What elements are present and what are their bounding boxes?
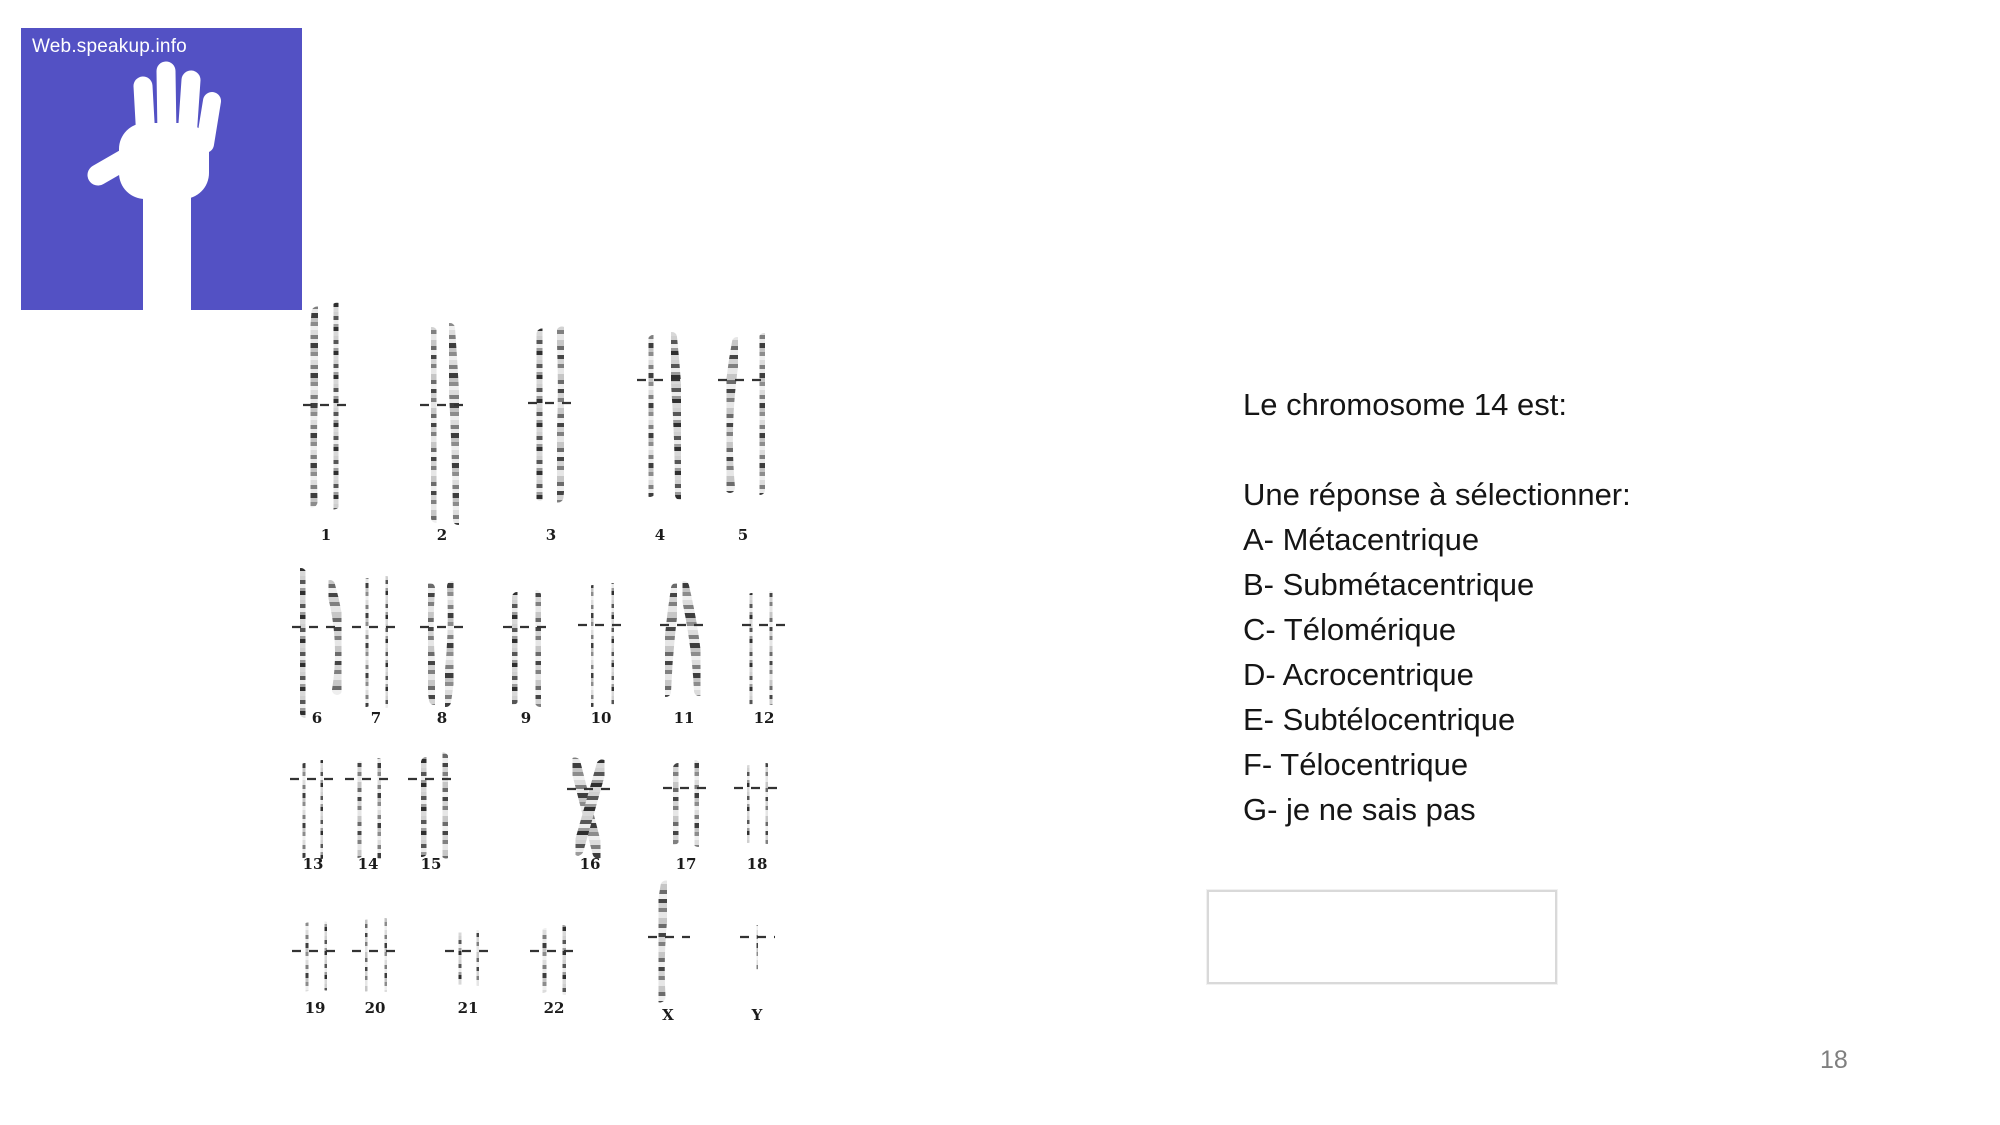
chromosome-strand bbox=[537, 334, 542, 495]
chromosome-group-21 bbox=[445, 935, 492, 1017]
chromosome-label-22: 22 bbox=[543, 999, 565, 1017]
chromosome-strand bbox=[612, 588, 614, 700]
chromosome-group-12 bbox=[742, 596, 790, 727]
badge-brand-text: Web.speakup.info bbox=[32, 36, 187, 57]
chromosome-strand bbox=[446, 586, 453, 702]
chromosome-group-18 bbox=[734, 768, 782, 873]
chromosome-strand bbox=[674, 768, 678, 840]
chromosome-group-5 bbox=[718, 338, 768, 544]
chromosome-label-2: 2 bbox=[436, 526, 448, 544]
question-option-a: A- Métacentrique bbox=[1243, 522, 1480, 557]
chromosome-strand bbox=[325, 927, 327, 985]
chromosome-group-16 bbox=[567, 763, 614, 873]
speakup-badge bbox=[21, 28, 302, 310]
chromosome-strand bbox=[766, 768, 768, 839]
chromosome-group-22 bbox=[530, 930, 578, 1017]
chromosome-strand bbox=[672, 337, 680, 495]
chromosome-strand bbox=[757, 929, 758, 966]
chromosome-strand bbox=[477, 935, 479, 981]
chromosome-group-7 bbox=[352, 581, 400, 727]
chromosome-label-9: 9 bbox=[520, 709, 532, 727]
chromosome-label-7: 7 bbox=[370, 709, 382, 727]
chromosome-strand bbox=[422, 762, 426, 852]
chromosome-strand bbox=[760, 338, 764, 490]
chromosome-group-4 bbox=[637, 337, 685, 544]
chromosome-label-8: 8 bbox=[436, 709, 448, 727]
chromosome-group-2 bbox=[420, 328, 468, 544]
chromosome-strand bbox=[450, 328, 458, 520]
question-option-b: B- Submétacentrique bbox=[1243, 567, 1535, 602]
chromosome-strand bbox=[386, 581, 388, 703]
chromosome-group-9 bbox=[503, 595, 550, 727]
chromosome-strand bbox=[459, 937, 461, 980]
chromosome-label-12: 12 bbox=[753, 709, 775, 727]
question-option-e: E- Subtélocentrique bbox=[1243, 702, 1516, 737]
raised-hand-icon bbox=[21, 28, 302, 310]
chromosome-strand bbox=[365, 925, 367, 986]
chromosome-strand bbox=[303, 768, 305, 853]
chromosome-group-14 bbox=[345, 763, 392, 873]
chromosome-group-19 bbox=[292, 927, 340, 1017]
chromosome-strand bbox=[591, 590, 593, 702]
chromosome-label-Y: Y bbox=[751, 1006, 763, 1024]
chromosome-group-8 bbox=[420, 586, 468, 727]
chromosome-strand bbox=[385, 924, 387, 986]
chromosome-strand bbox=[366, 583, 368, 702]
question-spacer bbox=[1243, 427, 1631, 472]
chromosome-strand bbox=[747, 770, 749, 838]
question-instruction: Une réponse à sélectionner: bbox=[1243, 477, 1631, 512]
chromosome-label-6: 6 bbox=[311, 709, 323, 727]
chromosome-label-10: 10 bbox=[590, 709, 612, 727]
chromosome-strand bbox=[684, 586, 699, 691]
chromosome-strand bbox=[306, 928, 308, 986]
chromosome-strand bbox=[536, 595, 540, 702]
chromosome-strand bbox=[750, 598, 752, 700]
chromosome-strand bbox=[770, 596, 772, 700]
question-block bbox=[1243, 382, 1631, 832]
chromosome-strand bbox=[543, 933, 546, 988]
chromosome-strand bbox=[429, 588, 434, 700]
karyotype-figure bbox=[270, 290, 1070, 1070]
chromosome-strand bbox=[443, 758, 447, 853]
chromosome-label-17: 17 bbox=[675, 855, 697, 873]
question-option-f: F- Télocentrique bbox=[1243, 747, 1469, 782]
chromosome-label-4: 4 bbox=[654, 526, 666, 544]
chromosome-label-19: 19 bbox=[304, 999, 326, 1017]
chromosome-strand bbox=[659, 886, 666, 997]
page-number: 18 bbox=[1820, 1046, 1848, 1074]
question-option-d: D- Acrocentrique bbox=[1243, 657, 1474, 692]
chromosome-label-21: 21 bbox=[457, 999, 479, 1017]
chromosome-strand bbox=[311, 312, 317, 502]
chromosome-label-13: 13 bbox=[302, 855, 324, 873]
chromosome-label-5: 5 bbox=[737, 526, 749, 544]
chromosome-strand bbox=[513, 597, 517, 700]
question-option-g: G- je ne sais pas bbox=[1243, 792, 1476, 827]
question-title: Le chromosome 14 est: bbox=[1243, 387, 1567, 422]
chromosome-strand bbox=[358, 766, 361, 853]
chromosome-group-10 bbox=[578, 588, 626, 727]
chromosome-strand bbox=[563, 930, 566, 990]
chromosome-label-15: 15 bbox=[420, 855, 442, 873]
chromosome-label-3: 3 bbox=[545, 526, 557, 544]
chromosome-strand bbox=[695, 765, 698, 842]
chromosome-strand bbox=[649, 340, 653, 492]
chromosome-label-11: 11 bbox=[673, 709, 695, 727]
chromosome-group-15 bbox=[408, 758, 456, 873]
chromosome-label-X: X bbox=[662, 1006, 674, 1024]
chromosome-strand bbox=[432, 332, 437, 518]
answer-box[interactable] bbox=[1207, 890, 1557, 984]
chromosome-group-X bbox=[648, 886, 690, 1024]
chromosome-group-11 bbox=[660, 586, 708, 727]
chromosome-label-1: 1 bbox=[320, 526, 332, 544]
chromosome-label-16: 16 bbox=[579, 855, 601, 873]
chromosome-strand bbox=[301, 573, 305, 713]
chromosome-group-Y bbox=[740, 929, 775, 1024]
chromosome-group-3 bbox=[528, 332, 576, 544]
chromosome-strand bbox=[666, 588, 676, 692]
chromosome-strand bbox=[378, 763, 381, 854]
chromosome-group-13 bbox=[290, 765, 338, 873]
chromosome-label-14: 14 bbox=[357, 855, 379, 873]
chromosome-label-18: 18 bbox=[746, 855, 768, 873]
chromosome-group-6 bbox=[292, 573, 340, 727]
chromosome-strand bbox=[321, 765, 323, 854]
question-option-c: C- Télomérique bbox=[1243, 612, 1457, 647]
chromosome-label-20: 20 bbox=[364, 999, 386, 1017]
chromosome-group-17 bbox=[663, 765, 710, 873]
chromosome-strand bbox=[558, 332, 563, 497]
chromosome-strand bbox=[330, 585, 340, 690]
chromosome-group-1 bbox=[303, 308, 350, 544]
chromosome-strand bbox=[728, 342, 737, 488]
chromosome-group-20 bbox=[352, 924, 400, 1017]
